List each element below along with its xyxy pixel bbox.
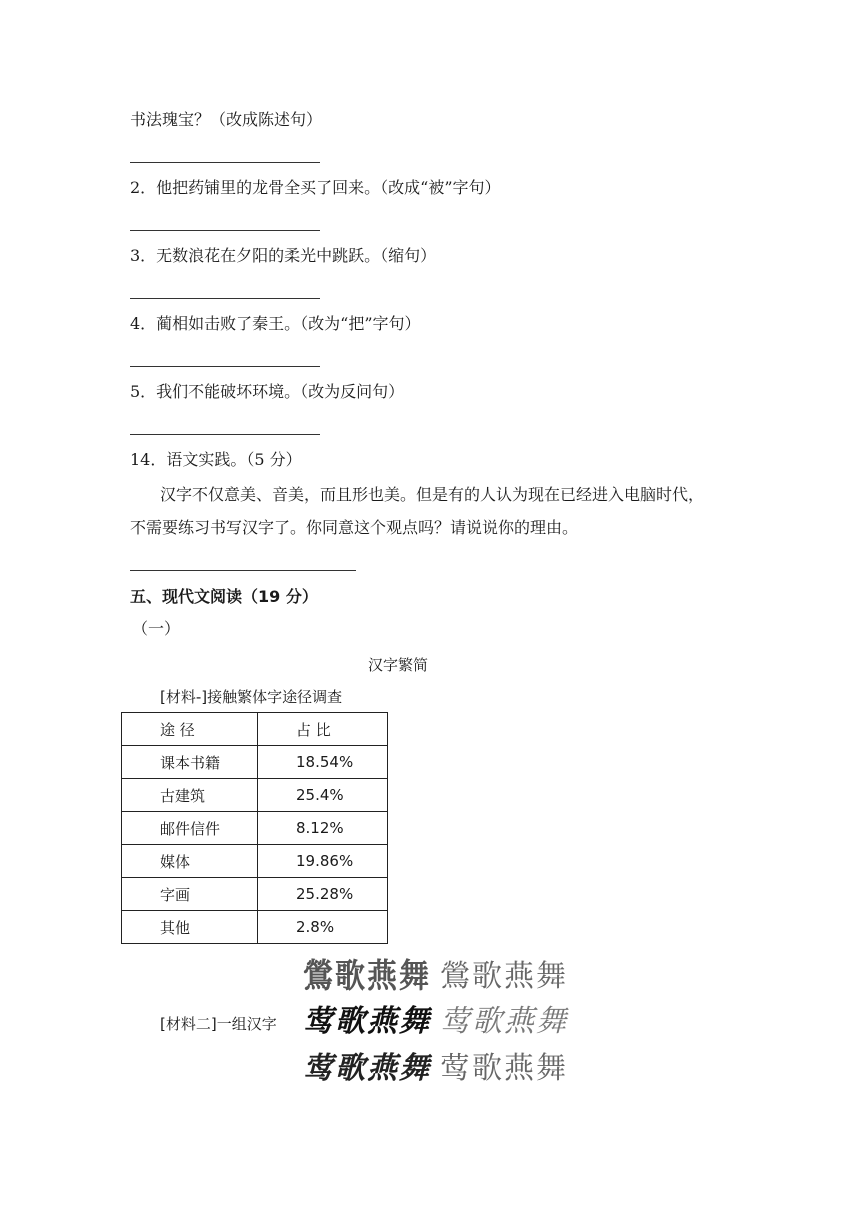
table-cell: 25.4% [258, 779, 388, 812]
section-subheading: （一） [132, 619, 181, 638]
table-row [122, 812, 388, 845]
table-row [122, 845, 388, 878]
table-cell: 其他 [122, 911, 258, 944]
answer-line-5[interactable] [130, 434, 320, 435]
regular-script-sample: 莺歌燕舞 [440, 1051, 568, 1086]
table-cell: 8.12% [258, 812, 388, 845]
question-4: 4．蔺相如击败了秦王。（改为“把”字句） [130, 314, 421, 333]
table-cell: 18.54% [258, 746, 388, 779]
table-row [122, 878, 388, 911]
question-14-body-line1: 汉字不仅意美、音美，而且形也美。但是有的人认为现在已经进入电脑时代， [160, 485, 705, 504]
answer-line-1[interactable] [130, 162, 320, 163]
answer-line-3[interactable] [130, 298, 320, 299]
table-cell: 2.8% [258, 911, 388, 944]
table-cell: 古建筑 [122, 779, 258, 812]
clerical-script-sample: 鶯歌燕舞 [440, 959, 568, 994]
table-cell: 邮件信件 [122, 812, 258, 845]
table-cell: 25.28% [258, 878, 388, 911]
question-5: 5．我们不能破坏环境。（改为反问句） [130, 382, 405, 401]
cursive-script-sample: 莺歌燕舞 [440, 1005, 568, 1038]
running-script-sample: 莺歌燕舞 [303, 1051, 431, 1086]
table-cell: 19.86% [258, 845, 388, 878]
answer-line-2[interactable] [130, 230, 320, 231]
table-cell: 媒体 [122, 845, 258, 878]
material-2-caption: [材料二]一组汉字 [160, 1015, 277, 1033]
answer-line-14[interactable] [130, 570, 356, 571]
table-cell: 课本书籍 [122, 746, 258, 779]
table-row [122, 911, 388, 944]
official-script-sample: 莺歌燕舞 [303, 1005, 431, 1038]
article-title: 汉字繁简 [368, 656, 429, 674]
section-title: 五、现代文阅读（19 分） [130, 587, 318, 606]
table-header-cell: 途 径 [122, 713, 258, 746]
answer-line-4[interactable] [130, 366, 320, 367]
table-row [122, 779, 388, 812]
table-row [122, 746, 388, 779]
question-14-heading: 14．语文实践。（5 分） [130, 450, 302, 469]
seal-script-sample: 鶯歌燕舞 [303, 957, 431, 996]
table-header-cell: 占 比 [258, 713, 388, 746]
question-14-body-line2: 不需要练习书写汉字了。你同意这个观点吗？请说说你的理由。 [130, 518, 579, 537]
question-3: 3．无数浪花在夕阳的柔光中跳跃。（缩句） [130, 246, 437, 265]
table-header-row [122, 713, 388, 746]
table-cell: 字画 [122, 878, 258, 911]
question-1-tail: 书法瑰宝？（改成陈述句） [130, 110, 323, 129]
material-1-caption: [材料-]接触繁体字途径调查 [160, 688, 343, 706]
question-2: 2．他把药铺里的龙骨全买了回来。（改成“被”字句） [130, 178, 501, 197]
survey-table [121, 712, 388, 944]
